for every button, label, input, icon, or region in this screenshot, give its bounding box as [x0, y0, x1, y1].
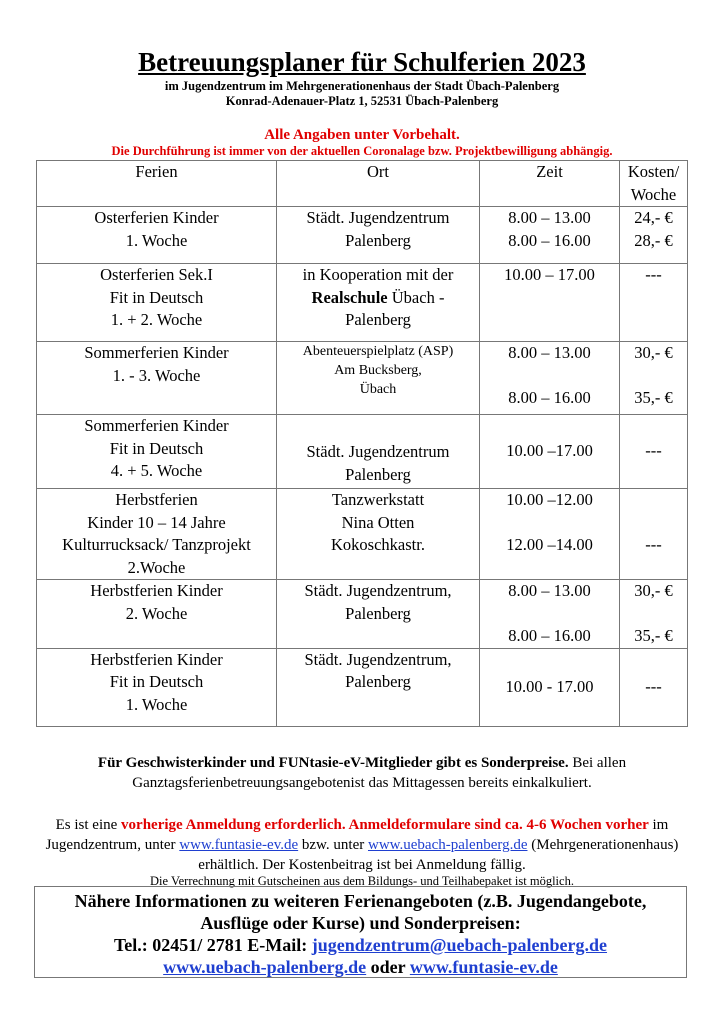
schedule-table [36, 160, 688, 727]
sibling-discount-note: Für Geschwisterkinder und FUNtasie-eV-Mitglieder gibt es Sonderpreise. Bei allen Ganztagsferienbetreuungsangebotenist das Mittagessen bereits einkalkuliert. [97, 755, 627, 791]
registration-required-text: vorherige Anmeldung erforderlich. Anmeldeformulare sind ca. 4-6 Wochen vorher [121, 817, 649, 833]
header-kosten [620, 161, 688, 207]
header-kosten-line1: Kosten/ [627, 162, 680, 181]
cell-ferien: Herbstferien Kinder 10 – 14 Jahre Kulturrucksack/ Tanzprojekt 2.Woche [37, 489, 277, 580]
cell-zeit: 10.00 – 17.00 [480, 264, 620, 342]
cell-kosten: 30,- € 35,- € [620, 580, 688, 649]
notice-disclaimer: Alle Angaben unter Vorbehalt. [264, 127, 460, 143]
funtasie-link[interactable]: www.funtasie-ev.de [179, 837, 299, 853]
cell-ferien: Herbstferien Kinder 2. Woche [37, 580, 277, 649]
contact-line: Tel.: 02451/ 2781 E-Mail: jugendzentrum@uebach-palenberg.de [113, 935, 608, 955]
cell-zeit: 10.00 –12.00 12.00 –14.00 [480, 489, 620, 580]
cell-ort: Städt. Jugendzentrum Palenberg [277, 415, 480, 489]
website-link-uebach[interactable]: www.uebach-palenberg.de [163, 957, 367, 977]
table-row [37, 207, 688, 264]
cell-ferien: Sommerferien Kinder Fit in Deutsch 4. + 5. Woche [37, 415, 277, 489]
notice-corona: Die Durchführung ist immer von der aktuellen Coronalage bzw. Projektbewilligung abhängig. [111, 144, 613, 158]
cell-ort: Tanzwerkstatt Nina Otten Kokoschkastr. [277, 489, 480, 580]
email-link[interactable]: jugendzentrum@uebach-palenberg.de [311, 935, 608, 955]
cell-zeit: 10.00 - 17.00 [480, 648, 620, 726]
cell-kosten: 24,- € 28,- € [620, 207, 688, 264]
cell-ferien: Herbstferien Kinder Fit in Deutsch 1. Woche [37, 648, 277, 726]
header-ferien: Ferien [37, 161, 277, 207]
cell-kosten: --- [620, 489, 688, 580]
cell-kosten: 30,- € 35,- € [620, 342, 688, 415]
cell-ort: in Kooperation mit der Realschule Übach - Palenberg [277, 264, 480, 342]
website-line: www.uebach-palenberg.de oder www.funtasie-ev.de [163, 957, 558, 977]
table-row [37, 580, 688, 649]
registration-note: Es ist eine vorherige Anmeldung erforderlich. Anmeldeformulare sind ca. 4-6 Wochen vorher im Jugendzentrum, unter www.funtasie-ev.de bzw. unter www.uebach-palenberg.de (Mehrgenerationenhaus) erhältlich. Der Kostenbeitrag ist bei Anmeldung fällig. [45, 817, 679, 873]
cell-ferien: Sommerferien Kinder 1. - 3. Woche [37, 342, 277, 415]
header-ort: Ort [277, 161, 480, 207]
realschule-label: Realschule [311, 287, 388, 307]
table-row [37, 264, 688, 342]
uebach-palenberg-link[interactable]: www.uebach-palenberg.de [367, 837, 528, 853]
cell-kosten: --- [620, 648, 688, 726]
table-row [37, 415, 688, 489]
cell-zeit: 8.00 – 13.00 8.00 – 16.00 [480, 207, 620, 264]
cell-kosten: --- [620, 415, 688, 489]
info-line-1: Nähere Informationen zu weiteren Ferienangeboten (z.B. Jugendangebote, [74, 891, 647, 911]
table-row [37, 648, 688, 726]
page-title: Betreuungsplaner für Schulferien 2023 [138, 47, 586, 77]
header-zeit: Zeit [480, 161, 620, 207]
cell-zeit: 8.00 – 13.00 8.00 – 16.00 [480, 580, 620, 649]
cell-zeit: 8.00 – 13.00 8.00 – 16.00 [480, 342, 620, 415]
info-line-2: Ausflüge oder Kurse) und Sonderpreisen: [200, 913, 521, 933]
table-header-row [37, 161, 688, 207]
cell-ferien: Osterferien Kinder 1. Woche [37, 207, 277, 264]
cell-ferien: Osterferien Sek.I Fit in Deutsch 1. + 2. Woche [37, 264, 277, 342]
cell-zeit: 10.00 –17.00 [480, 415, 620, 489]
subtitle-address: Konrad-Adenauer-Platz 1, 52531 Übach-Palenberg [225, 94, 499, 108]
cell-kosten: --- [620, 264, 688, 342]
cell-ort: Städt. Jugendzentrum Palenberg [277, 207, 480, 264]
subtitle-location: im Jugendzentrum im Mehrgenerationenhaus der Stadt Übach-Palenberg [164, 79, 560, 93]
cell-ort: Abenteuerspielplatz (ASP) Am Bucksberg, Übach [277, 342, 480, 415]
website-link-funtasie[interactable]: www.funtasie-ev.de [409, 957, 558, 977]
voucher-note: Die Verrechnung mit Gutscheinen aus dem Bildungs- und Teilhabepaket ist möglich. [150, 874, 574, 888]
cell-ort: Städt. Jugendzentrum, Palenberg [277, 580, 480, 649]
table-row [37, 342, 688, 415]
cell-ort: Städt. Jugendzentrum, Palenberg [277, 648, 480, 726]
header-kosten-line2: Woche [630, 184, 677, 204]
contact-info-box [34, 886, 687, 978]
table-row [37, 489, 688, 580]
